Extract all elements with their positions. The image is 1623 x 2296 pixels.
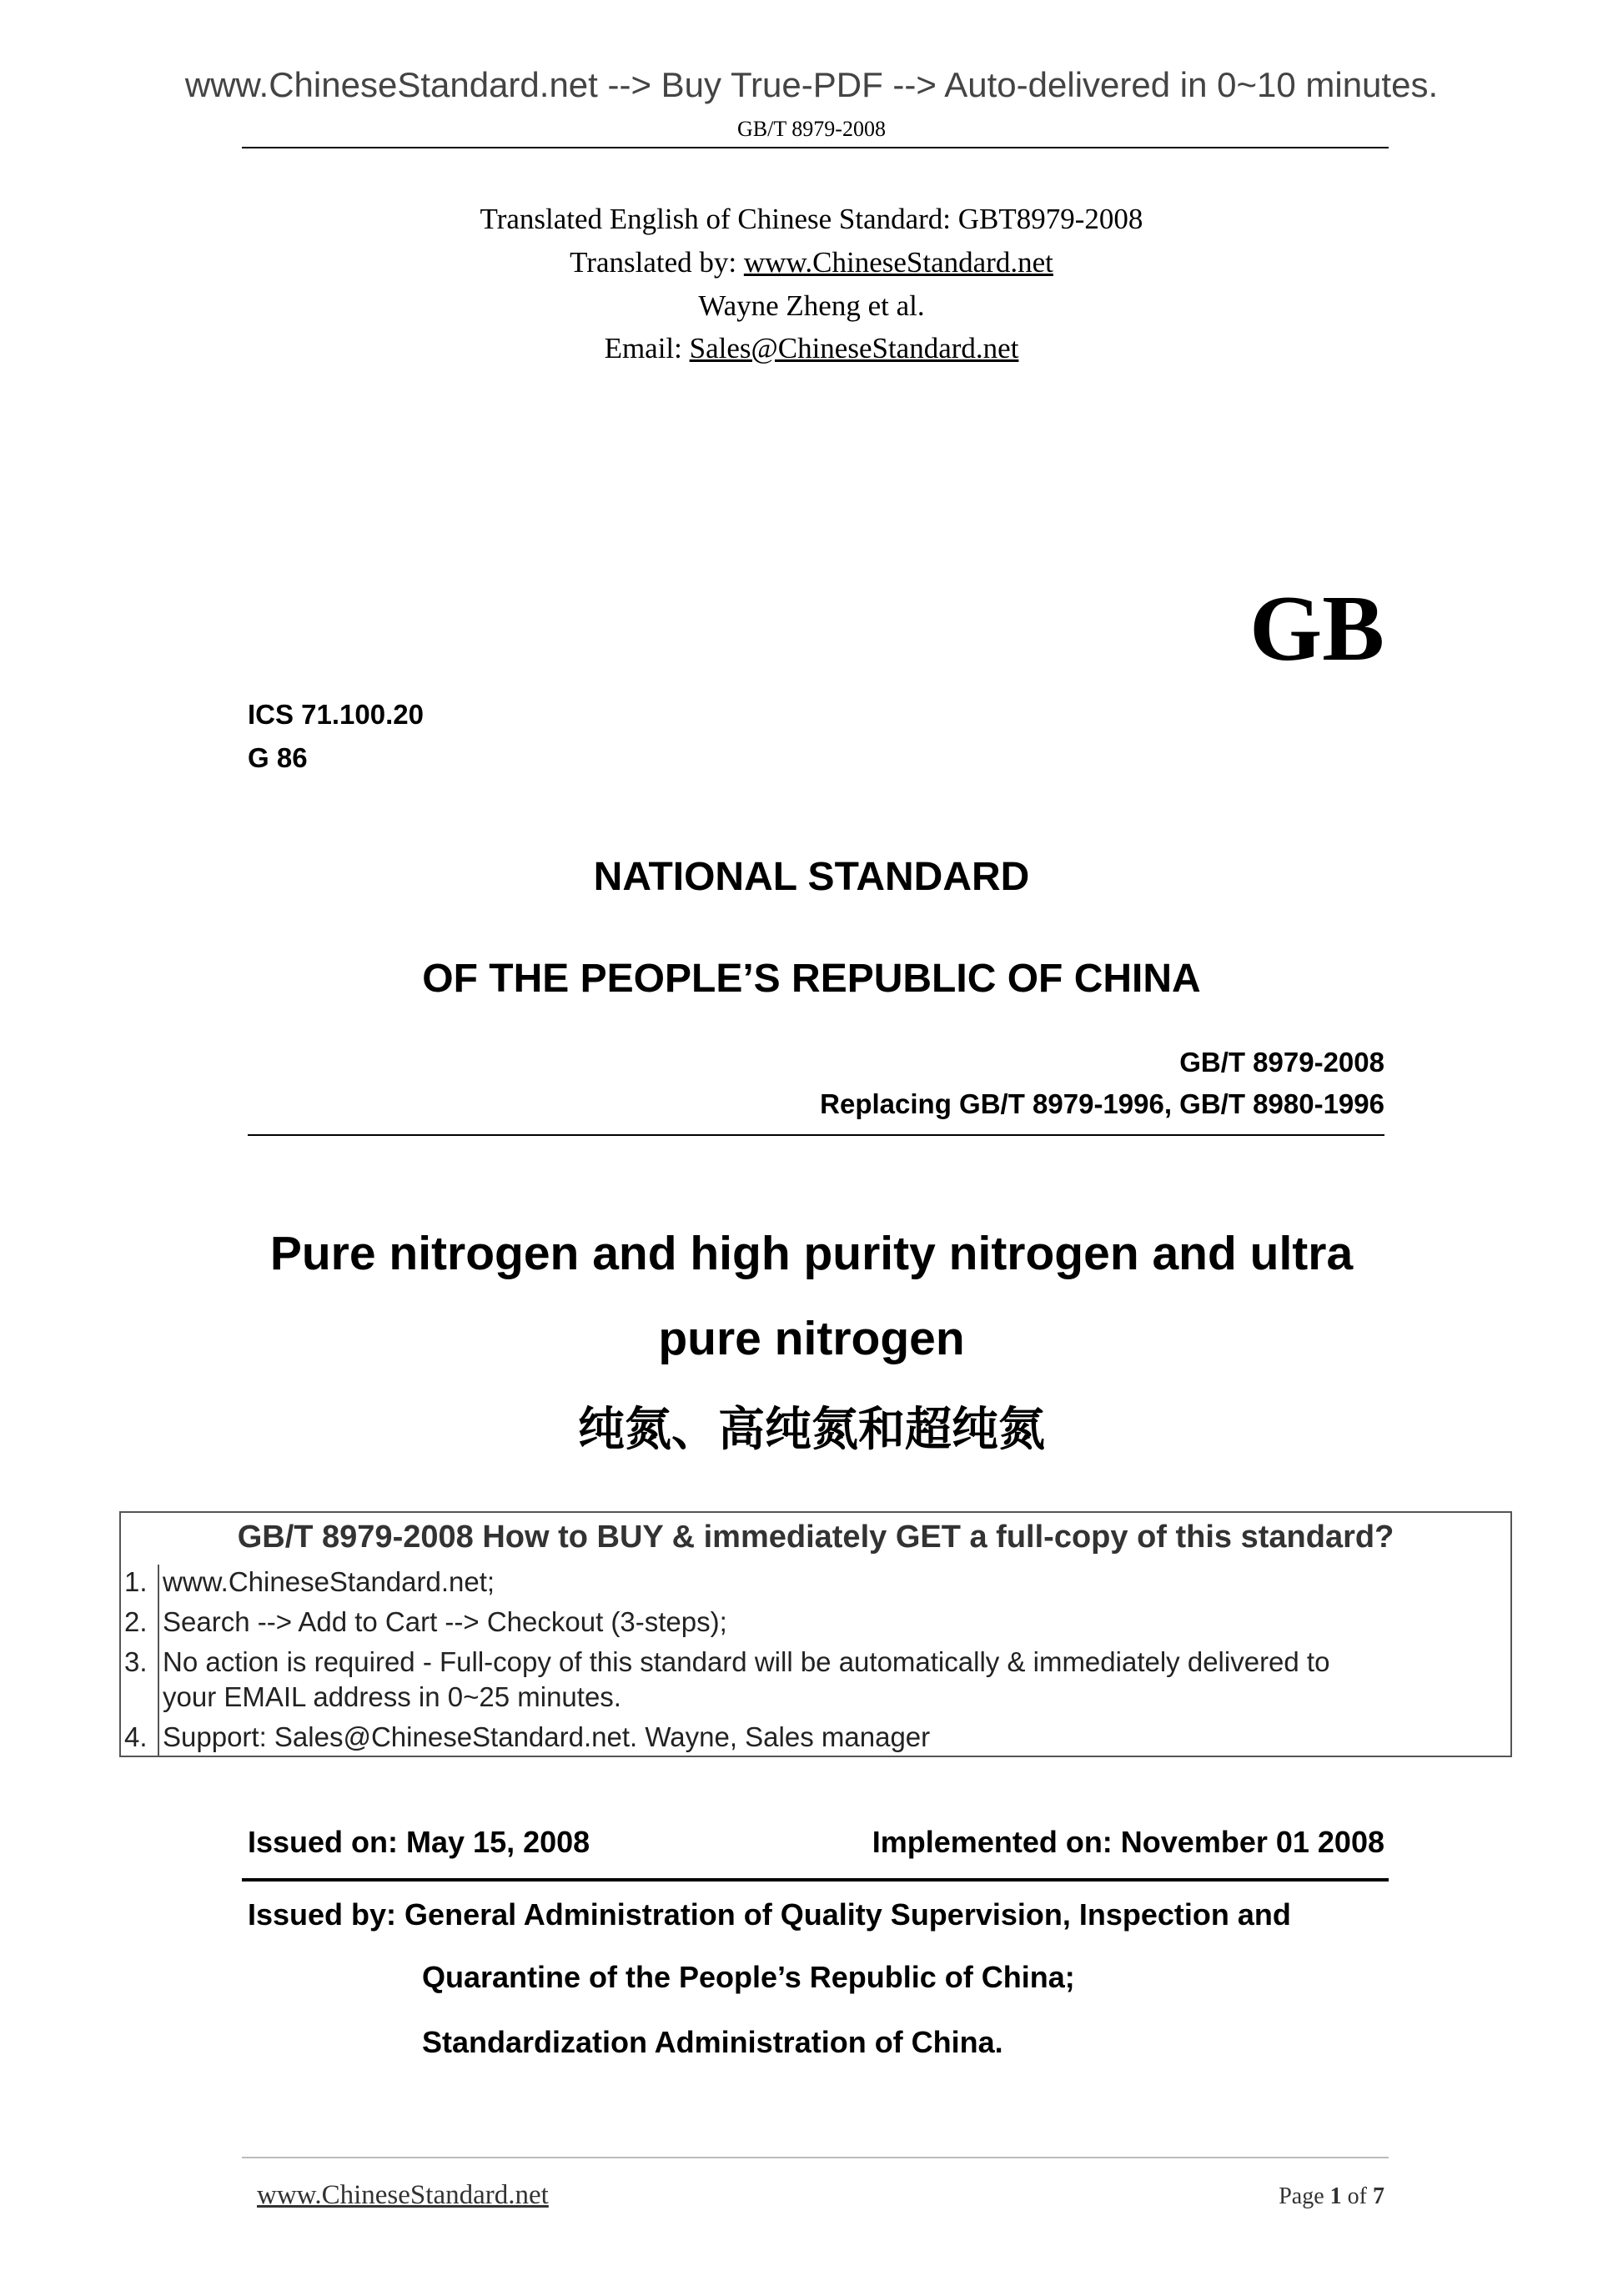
buy-item-number: 1. bbox=[124, 1566, 148, 1597]
header-standard-code: GB/T 8979-2008 bbox=[737, 117, 886, 141]
buy-item-number: 2. bbox=[124, 1606, 148, 1637]
ccs-code: G 86 bbox=[248, 742, 308, 773]
translator-website-link[interactable]: www.ChineseStandard.net bbox=[743, 246, 1053, 279]
standard-number: GB/T 8979-2008 bbox=[1179, 1047, 1384, 1078]
buy-item-number: 4. bbox=[124, 1721, 148, 1752]
page-number bbox=[1168, 2183, 1384, 2210]
translated-by-label: Translated by: bbox=[570, 246, 744, 279]
page-label: Page bbox=[1279, 2183, 1330, 2209]
standard-divider bbox=[248, 1134, 1384, 1136]
buy-item bbox=[124, 1566, 495, 1598]
buy-item bbox=[124, 1721, 930, 1753]
title-en-line2: pure nitrogen bbox=[658, 1312, 965, 1365]
page-of-label: of bbox=[1341, 2183, 1373, 2209]
header-divider bbox=[242, 147, 1389, 148]
buy-item-text: Search --> Add to Cart --> Checkout (3-steps); bbox=[163, 1606, 727, 1637]
gb-logo: GB bbox=[1249, 577, 1384, 681]
issued-by-line3: Standardization Administration of China. bbox=[422, 2025, 1003, 2059]
email-label: Email: bbox=[604, 332, 690, 364]
replacing-standards: Replacing GB/T 8979-1996, GB/T 8980-1996 bbox=[820, 1088, 1384, 1119]
implemented-date: Implemented on: November 01 2008 bbox=[872, 1825, 1384, 1859]
buy-item-number: 3. bbox=[124, 1646, 148, 1677]
top-banner: www.ChineseStandard.net --> Buy True-PDF --> Auto-delivered in 0~10 minutes. bbox=[184, 65, 1439, 104]
buy-item-text[interactable]: Support: Sales@ChineseStandard.net. Wayne, Sales manager bbox=[163, 1721, 931, 1752]
email-link[interactable]: Sales@ChineseStandard.net bbox=[689, 332, 1019, 364]
page-total: 7 bbox=[1373, 2183, 1384, 2209]
title-zh: 纯氮、高纯氮和超纯氮 bbox=[578, 1403, 1045, 1455]
buy-item bbox=[124, 1681, 621, 1713]
buy-heading: GB/T 8979-2008 How to BUY & immediately GET a full-copy of this standard? bbox=[237, 1520, 1394, 1555]
buy-item-text[interactable]: www.ChineseStandard.net; bbox=[163, 1566, 495, 1597]
national-standard-heading: NATIONAL STANDARD bbox=[593, 855, 1030, 899]
country-heading: OF THE PEOPLE’S REPUBLIC OF CHINA bbox=[422, 957, 1201, 1001]
dates-divider bbox=[242, 1878, 1389, 1882]
buy-item-text: your EMAIL address in 0~25 minutes. bbox=[163, 1681, 621, 1712]
issued-by-line2: Quarantine of the People’s Republic of China; bbox=[422, 1960, 1075, 1994]
issued-date: Issued on: May 15, 2008 bbox=[248, 1825, 590, 1859]
page-current: 1 bbox=[1329, 2183, 1342, 2209]
issued-by-line1: Issued by: General Administration of Quality Supervision, Inspection and bbox=[248, 1897, 1291, 1932]
footer-divider bbox=[242, 2157, 1389, 2158]
title-en-line1: Pure nitrogen and high purity nitrogen and ultra bbox=[269, 1227, 1354, 1280]
translated-by-line bbox=[0, 246, 1623, 279]
buy-instructions-box bbox=[119, 1511, 1512, 1757]
email-line bbox=[0, 332, 1623, 365]
buy-item-text: No action is required - Full-copy of this standard will be automatically & immediately delivered to bbox=[163, 1646, 1330, 1677]
translation-line: Translated English of Chinese Standard: GBT8979-2008 bbox=[480, 203, 1143, 235]
footer-website-link[interactable]: www.ChineseStandard.net bbox=[257, 2180, 549, 2210]
translator-name: Wayne Zheng et al. bbox=[698, 289, 925, 322]
ics-code: ICS 71.100.20 bbox=[248, 699, 424, 730]
buy-item bbox=[124, 1646, 1329, 1678]
buy-item bbox=[124, 1606, 727, 1638]
